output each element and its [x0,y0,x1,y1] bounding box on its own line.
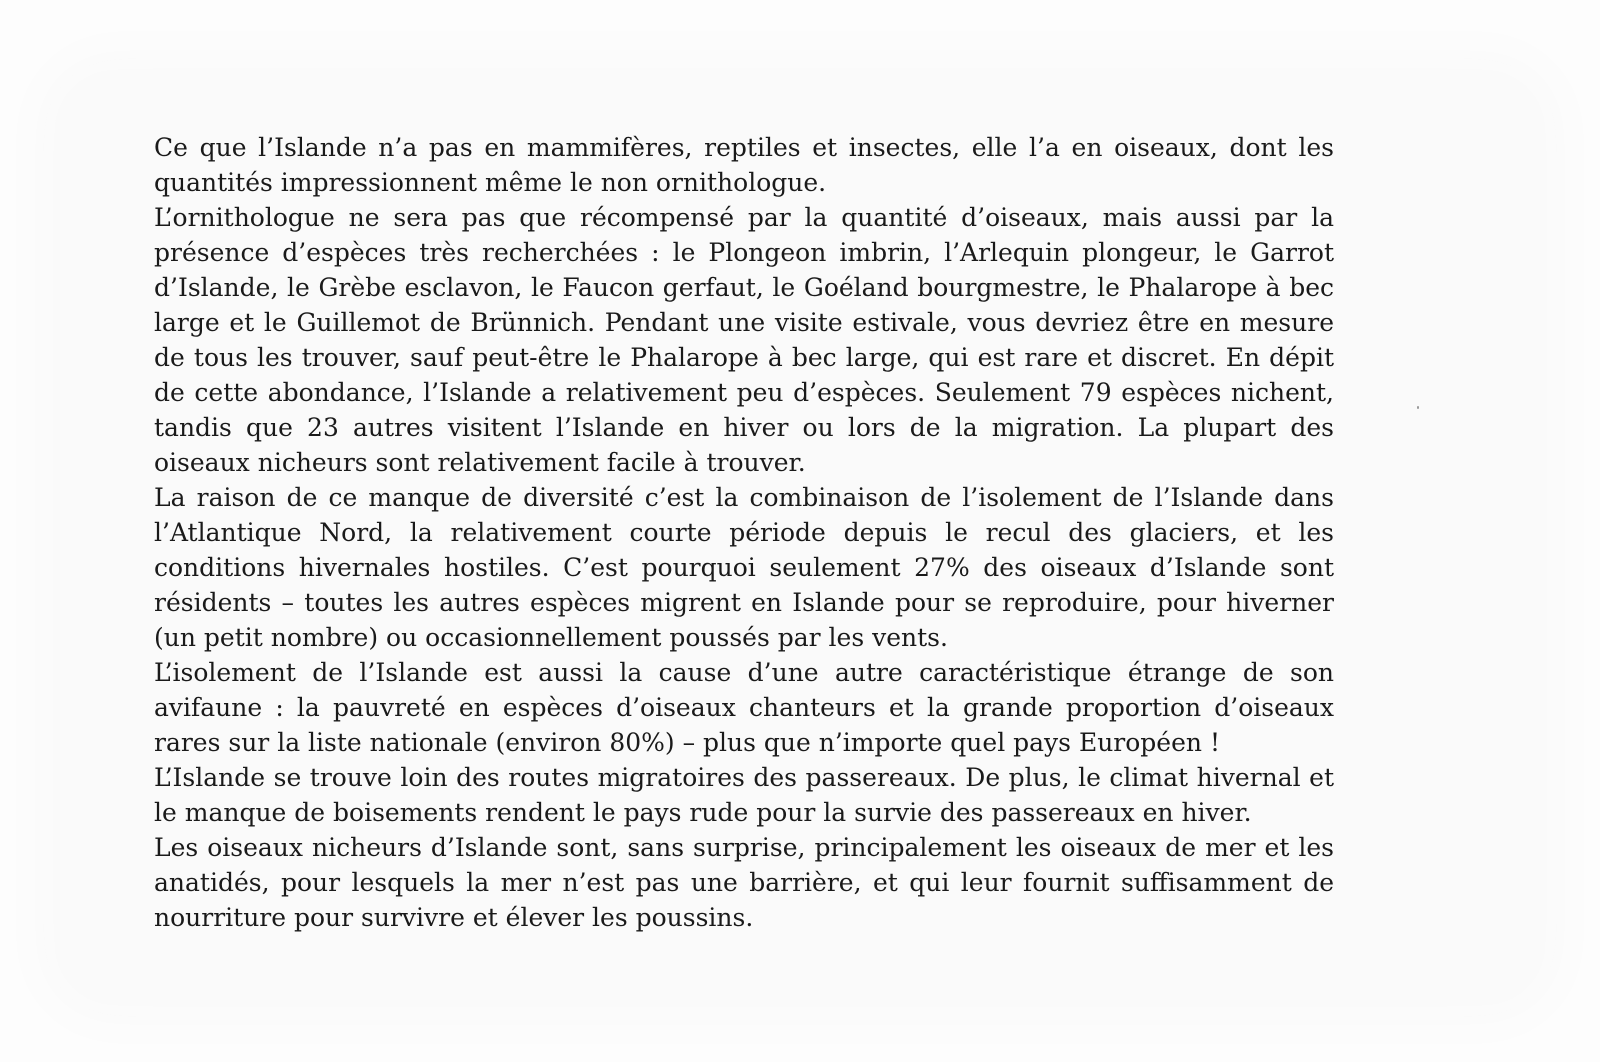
paragraph-2: L’ornithologue ne sera pas que récompensé par la quantité d’oiseaux, mais aussi par la présence d’espèces très recherchées : le Plongeon imbrin, l’Arlequin plongeur, le Garrot d’Islande, le Grèbe esclavon, le Faucon gerfaut, le Goéland bourgmestre, le Phalarope à bec large et le Guillemot de Brünnich. Pendant une visite estivale, vous devriez être en mesure de tous les trouver, sauf peut-être le Phalarope à bec large, qui est rare et discret. En dépit de cette abondance, l’Islande a relativement peu d’espèces. Seulement 79 espèces nichent, tandis que 23 autres visitent l’Islande en hiver ou lors de la migration. La plupart des oiseaux nicheurs sont relativement facile à trouver. [154,203,1334,477]
paragraph-6: Les oiseaux nicheurs d’Islande sont, sans surprise, principalement les oiseaux de mer et les anatidés, pour lesquels la mer n’est pas une barrière, et qui leur fournit suffisamment de nourriture pour survivre et élever les poussins. [154,833,1334,932]
paragraph-3: La raison de ce manque de diversité c’est la combinaison de l’isolement de l’Islande dans l’Atlantique Nord, la relativement courte période depuis le recul des glaciers, et les conditions hivernales hostiles. C’est pourquoi seulement 27% des oiseaux d’Islande sont résidents – toutes les autres espèces migrent en Islande pour se reproduire, pour hiverner (un petit nombre) ou occasionnellement poussés par les vents. [154,483,1334,652]
paragraph-1: Ce que l’Islande n’a pas en mammifères, reptiles et insectes, elle l’a en oiseaux, dont les quantités impressionnent même le non ornithologue. [154,133,1334,197]
scan-speck [1417,406,1419,409]
paragraph-5: L’Islande se trouve loin des routes migratoires des passereaux. De plus, le climat hivernal et le manque de boisements rendent le pays rude pour la survie des passereaux en hiver. [154,763,1334,827]
document-body [154,130,1334,935]
paragraph-4: L’isolement de l’Islande est aussi la cause d’une autre caractéristique étrange de son avifaune : la pauvreté en espèces d’oiseaux chanteurs et la grande proportion d’oiseaux rares sur la liste nationale (environ 80%) – plus que n’importe quel pays Européen ! [154,658,1334,757]
